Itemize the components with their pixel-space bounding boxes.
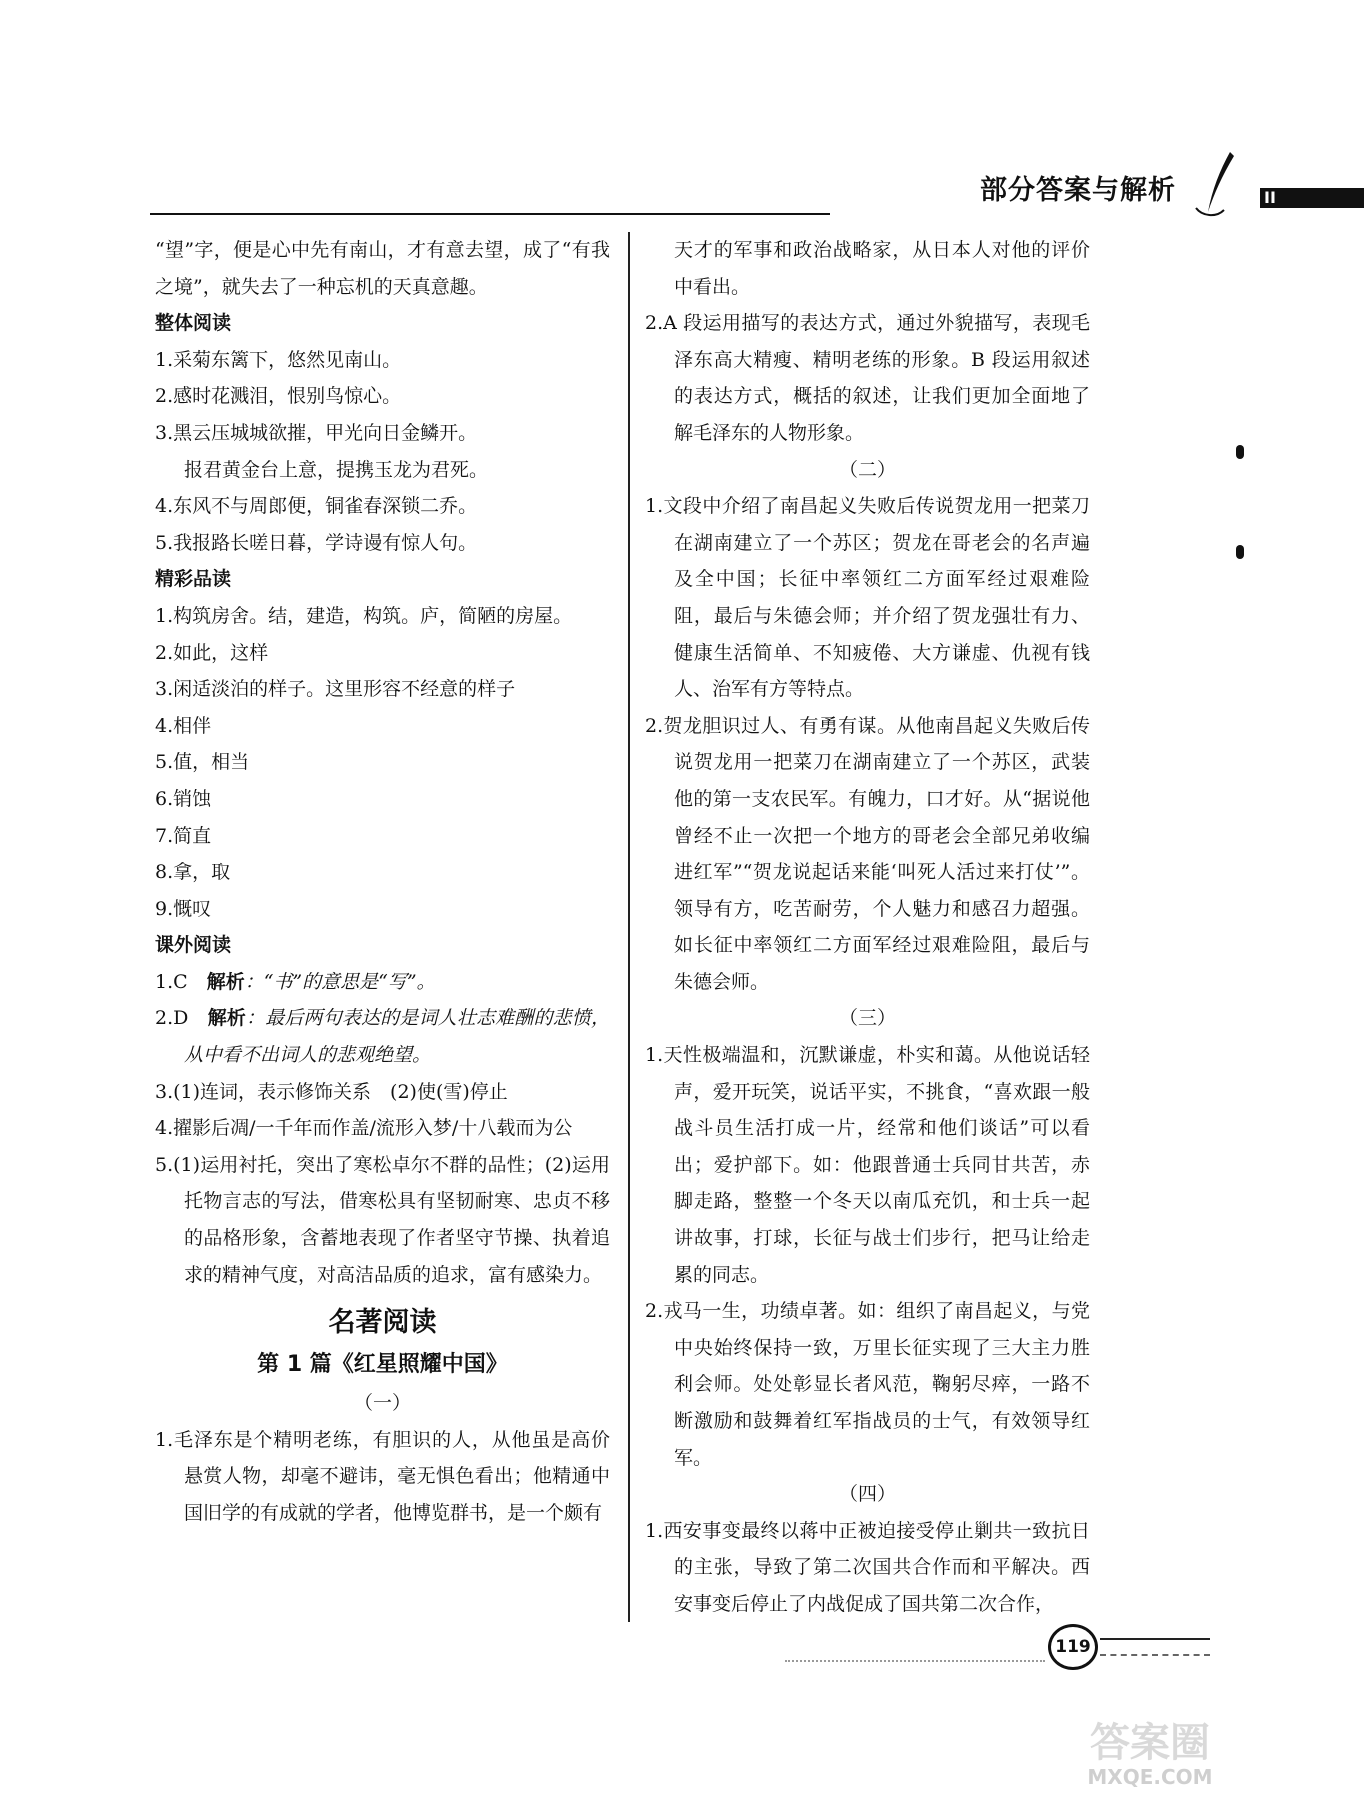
answer-2 — [155, 1000, 610, 1073]
answer-3: 3.(1)连词，表示修饰关系 (2)使(雪)停止 — [155, 1080, 508, 1103]
book-title: 第 1 篇《红星照耀中国》 — [257, 1352, 508, 1378]
list-item: 5.值，相当 — [155, 751, 250, 774]
answer-1 — [155, 964, 610, 1001]
section-heading-appreciation: 精彩品读 — [155, 568, 232, 591]
column-divider — [628, 232, 630, 1622]
answer-5: 5.(1)运用衬托，突出了寒松卓尔不群的品性；(2)运用托物言志的写法，借寒松具有坚韧耐寒、忠贞不移的品格形象，含蓄地表现了作者坚守节操、执着追求的精神气度，对高洁品质的追求，富有感染力。 — [155, 1153, 610, 1286]
quill-icon — [1190, 150, 1240, 220]
list-item: 1.构筑房舍。结，建造，构筑。庐，简陋的房屋。 — [155, 604, 573, 627]
section-heading-extra-reading: 课外阅读 — [155, 934, 232, 957]
analysis-label: 解析 — [207, 1007, 247, 1030]
page-number: 119 — [1048, 1624, 1098, 1670]
list-item: 2.感时花溅泪，恨别鸟惊心。 — [155, 385, 402, 408]
watermark — [1060, 1720, 1240, 1790]
section-title-classics: 名著阅读 — [328, 1307, 437, 1339]
list-item: 3.闲适淡泊的样子。这里形容不经意的样子 — [155, 678, 516, 701]
answer-text: 2.A 段运用描写的表达方式，通过外貌描写，表现毛泽东高大精瘦、精明老练的形象。B 段运用叙述的表达方式，概括的叙述，让我们更加全面地了解毛泽东的人物形象。 — [645, 312, 1090, 444]
answer-text: 1.天性极端温和，沉默谦虚，朴实和蔼。从他说话轻声，爱开玩笑，说话平实，不挑食，“喜欢跟一般战斗员生活打成一片，经常和他们谈话”可以看出；爱护部下。如：他跟普通士兵同甘共苦，赤脚走路，整整一个冬天以南瓜充饥，和士兵一起讲故事，打球，长征与战士们步行，把马让给走累的同志。 — [645, 1044, 1090, 1286]
analysis-text: ：“书”的意思是“写”。 — [244, 970, 436, 993]
header-title: 部分答案与解析 — [980, 175, 1176, 206]
answer-text: 1.西安事变最终以蒋中正被迫接受停止剿共一致抗日的主张，导致了第二次国共合作而和平解决。西安事变后停止了内战促成了国共第二次合作， — [645, 1519, 1090, 1615]
analysis-label: 解析 — [206, 970, 245, 993]
margin-mark — [1236, 445, 1244, 459]
list-item: 7.简直 — [155, 824, 212, 847]
watermark-url: MXQE.COM — [1087, 1765, 1213, 1789]
answer-4: 4.擢影后凋/一千年而作盖/流形入梦/十八载而为公 — [155, 1117, 573, 1140]
part-heading: （四） — [838, 1483, 896, 1506]
intro-text: “望”字，便是心中先有南山，才有意去望，成了“有我之境”，就失去了一种忘机的天真意趣。 — [155, 239, 610, 298]
margin-mark — [1236, 545, 1244, 559]
page-header — [150, 150, 1276, 220]
part-heading: （二） — [838, 458, 896, 481]
part-heading: （一） — [353, 1392, 411, 1415]
answer-text: 2.贺龙胆识过人、有勇有谋。从他南昌起义失败后传说贺龙用一把菜刀在湖南建立了一个苏区，武装他的第一支农民军。有魄力，口才好。从“据说他曾经不止一次把一个地方的哥老会全部兄弟收编进红军”“贺龙说起话来能‘叫死人活过来打仗’”。领导有方，吃苦耐劳，个人魅力和感召力超强。如长征中率领红二方面军经过艰难险阻，最后与朱德会师。 — [645, 714, 1090, 993]
list-item: 1.采菊东篱下，悠然见南山。 — [155, 348, 402, 371]
header-bar: II — [1260, 188, 1364, 208]
footer-lines — [1100, 1638, 1210, 1656]
list-item: 3.黑云压城城欲摧，甲光向日金鳞开。 — [155, 421, 478, 444]
list-item: 9.慨叹 — [155, 897, 212, 920]
analysis-text: ：最后两句表达的是词人壮志难酬的悲愤，从中看不出词人的悲观绝望。 — [184, 1007, 610, 1067]
right-column — [645, 232, 1090, 1623]
answer-text: 2.戎马一生，功绩卓著。如：组织了南昌起义，与党中央始终保持一致，万里长征实现了三大主力胜利会师。处处彰显长者风范，鞠躬尽瘁，一路不断激励和鼓舞着红军指战员的士气，有效领导红军。 — [645, 1300, 1090, 1469]
answer-text: 1.毛泽东是个精明老练，有胆识的人，从他虽是高价悬赏人物，却毫不避讳，毫无惧色看出；他精通中国旧学的有成就的学者，他博览群书，是一个颇有 — [155, 1428, 610, 1524]
part-heading: （三） — [838, 1007, 896, 1030]
answer-number: 2.D — [155, 1007, 189, 1030]
list-item: 6.销蚀 — [155, 787, 212, 810]
list-item: 报君黄金台上意，提携玉龙为君死。 — [184, 458, 489, 481]
list-item: 4.东风不与周郎便，铜雀春深锁二乔。 — [155, 495, 478, 518]
continued-text: 天才的军事和政治战略家，从日本人对他的评价中看出。 — [674, 239, 1090, 298]
left-column — [155, 232, 610, 1532]
list-item: 2.如此，这样 — [155, 641, 269, 664]
list-item: 5.我报路长嗟日暮，学诗谩有惊人句。 — [155, 531, 478, 554]
answer-text: 1.文段中介绍了南昌起义失败后传说贺龙用一把菜刀在湖南建立了一个苏区；贺龙在哥老会的名声遍及全中国；长征中率领红二方面军经过艰难险阻，最后与朱德会师；并介绍了贺龙强壮有力、健康生活简单、不知疲倦、大方谦虚、仇视有钱人、治军有方等特点。 — [645, 495, 1090, 701]
answer-number: 1.C — [155, 970, 188, 993]
header-rule — [150, 213, 830, 215]
list-item: 4.相伴 — [155, 714, 212, 737]
watermark-logo: 答案圈 — [1090, 1720, 1210, 1766]
footer-dotted-line — [785, 1660, 1045, 1662]
section-heading-overall: 整体阅读 — [155, 312, 232, 335]
list-item: 8.拿，取 — [155, 861, 231, 884]
